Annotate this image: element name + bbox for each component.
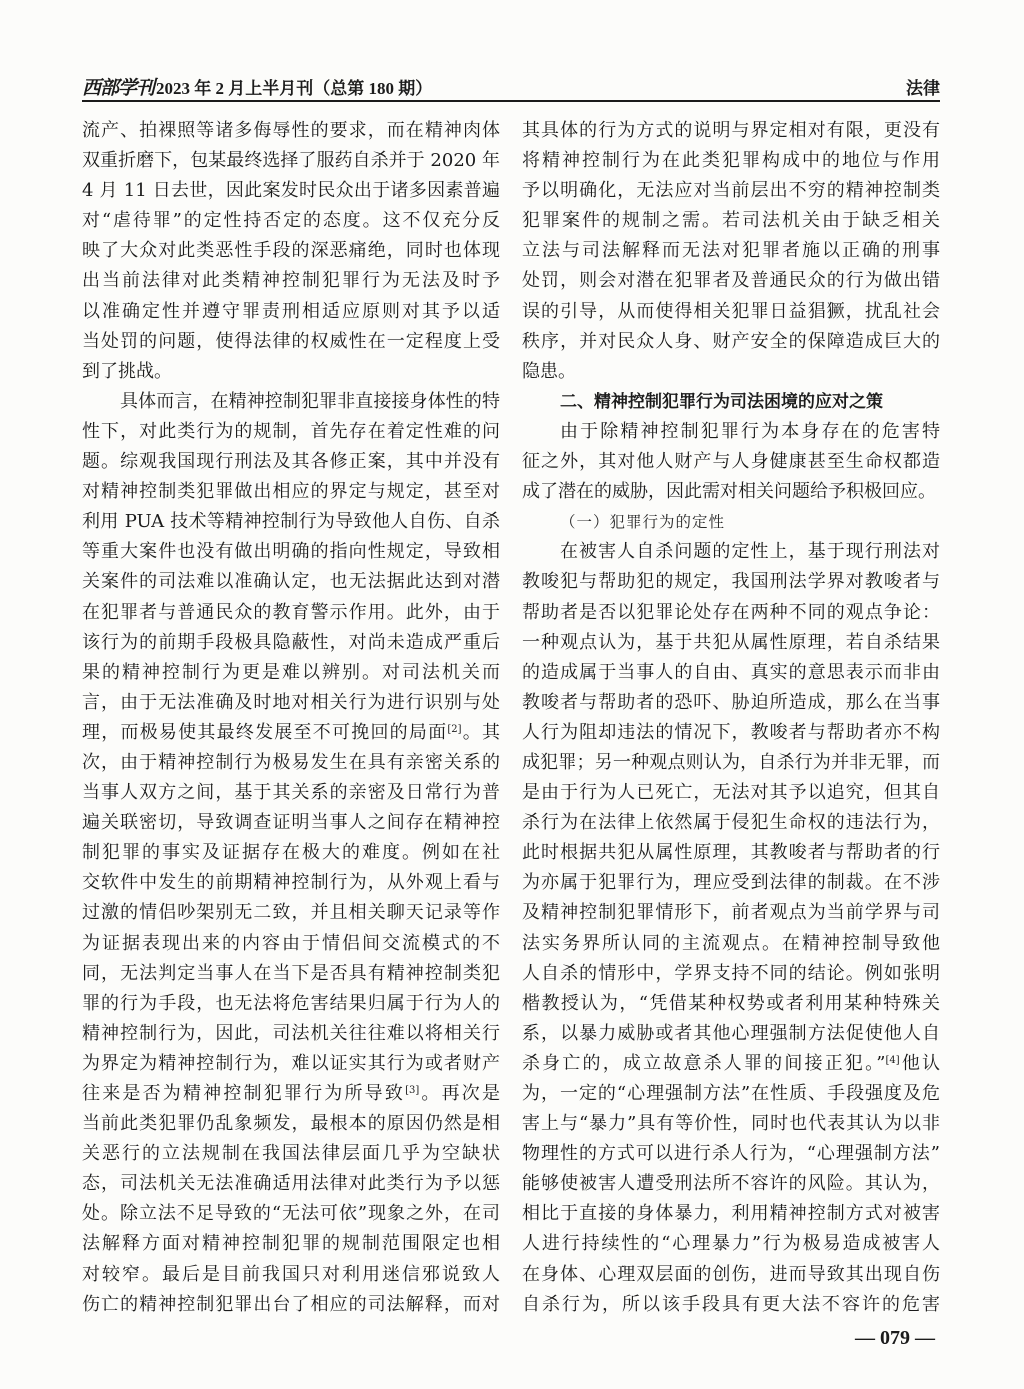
text-line: 当处罚的问题，使得法律的权威性在一定程度上受 bbox=[82, 330, 500, 352]
paragraph bbox=[522, 116, 940, 387]
text-line: 征之外，其对他人财产与人身健康甚至生命权都造 bbox=[522, 451, 940, 473]
text-line: 映了大众对此类恶性手段的深恶痛绝，同时也体现 bbox=[82, 240, 500, 262]
right-column bbox=[522, 116, 940, 1320]
paragraph bbox=[522, 537, 940, 1319]
text-line: 往来是否为精神控制犯罪行为所导致[3]。再次是 bbox=[82, 1083, 500, 1104]
text-line: 次，由于精神控制行为极易发生在具有亲密关系的 bbox=[82, 751, 500, 773]
text-line: 在犯罪者与普通民众的教育警示作用。此外，由于 bbox=[82, 601, 500, 623]
text-line: 同，无法判定当事人在当下是否具有精神控制类犯 bbox=[82, 962, 500, 984]
text-line: 此时根据共犯从属性原理，其教唆者与帮助者的行 bbox=[522, 842, 940, 864]
text-line: 处罚，则会对潜在犯罪者及普通民众的行为做出错 bbox=[522, 270, 940, 292]
text-line: 将精神控制行为在此类犯罪构成中的地位与作用 bbox=[522, 150, 940, 172]
text-line: 具体而言，在精神控制犯罪非直接接身体性的特 bbox=[120, 390, 500, 412]
text-line: 其具体的行为方式的说明与界定相对有限，更没有 bbox=[522, 120, 940, 141]
journal-issue-info bbox=[82, 73, 432, 100]
text-line: 过激的情侣吵架别无二致，并且相关聊天记录等作 bbox=[82, 902, 500, 924]
text-line: 及精神控制犯罪情形下，前者观点为当前学界与司 bbox=[522, 902, 940, 924]
text-line: 教唆者与帮助者的恐吓、胁迫所造成，那么在当事 bbox=[522, 691, 940, 713]
text-line: 为证据表现出来的内容由于情侣间交流模式的不 bbox=[82, 932, 500, 954]
section-label: 法律 bbox=[906, 78, 940, 99]
text-line: 制犯罪的事实及证据存在极大的难度。例如在社 bbox=[82, 842, 500, 864]
text-line: 由于除精神控制犯罪行为本身存在的危害特 bbox=[560, 420, 940, 442]
text-line: 楷教授认为，“凭借某种权势或者利用某种特殊关 bbox=[522, 992, 940, 1014]
text-line: 处。除立法不足导致的“无法可依”现象之外，在司 bbox=[82, 1203, 500, 1225]
text-line: 杀行为在法律上依然属于侵犯生命权的违法行为， bbox=[522, 812, 940, 834]
text-line: 是由于行为人已死亡，无法对其予以追究，但其自 bbox=[522, 782, 940, 804]
text-line: 人进行持续性的“心理暴力”行为极易造成被害人 bbox=[522, 1233, 940, 1255]
text-line: 该行为的前期手段极具隐蔽性，对尚未造成严重后 bbox=[82, 631, 500, 653]
left-column bbox=[82, 116, 500, 1320]
text-line: 等重大案件也没有做出明确的指向性规定，导致相 bbox=[82, 541, 500, 563]
text-line: 为亦属于犯罪行为，理应受到法律的制裁。在不涉 bbox=[522, 872, 940, 894]
text-line: 态，司法机关无法准确适用法律对此类行为予以惩 bbox=[82, 1173, 500, 1195]
text-line: 言，由于无法准确及时地对相关行为进行识别与处 bbox=[82, 691, 500, 713]
text-line: 伤亡的精神控制犯罪出台了相应的司法解释，而对 bbox=[82, 1293, 500, 1315]
paragraph bbox=[522, 417, 940, 507]
text-line: 法实务界所认同的主流观点。在精神控制导致他 bbox=[522, 932, 940, 954]
text-line: 法解释方面对精神控制犯罪的规制范围限定也相 bbox=[82, 1233, 500, 1255]
text-line: 对精神控制类犯罪做出相应的界定与规定，甚至对 bbox=[82, 481, 500, 503]
text-line: 予以明确化，无法应对当前层出不穷的精神控制类 bbox=[522, 180, 940, 202]
text-line: 对“虐待罪”的定性持否定的态度。这不仅充分反 bbox=[82, 210, 500, 232]
subsection-heading bbox=[522, 507, 940, 537]
text-line: 误的引导，从而使得相关犯罪日益猖獗，扰乱社会 bbox=[522, 300, 940, 322]
text-line: 到了挑战。 bbox=[82, 360, 172, 382]
text-line: 利用 PUA 技术等精神控制行为导致他人自伤、自杀 bbox=[82, 511, 500, 533]
text-line: 秩序，并对民众人身、财产安全的保障造成巨大的 bbox=[522, 330, 940, 352]
paragraph bbox=[82, 387, 500, 1320]
paragraph bbox=[82, 116, 500, 387]
text-line: 遍关联密切，导致调查证明当事人之间存在精神控 bbox=[82, 812, 500, 834]
text-line: 流产、拍裸照等诸多侮辱性的要求，而在精神肉体 bbox=[82, 120, 500, 141]
text-line: 当前此类犯罪仍乱象频发，最根本的原因仍然是相 bbox=[82, 1113, 500, 1135]
text-line: 双重折磨下，包某最终选择了服药自杀并于 2020 年 bbox=[82, 150, 500, 172]
running-header bbox=[82, 72, 940, 100]
text-line: 杀身亡的，成立故意杀人罪的间接正犯。”[4]他认 bbox=[522, 1052, 941, 1074]
text-line: 相比于直接的身体暴力，利用精神控制方式对被害 bbox=[522, 1203, 940, 1225]
text-line: 罪的行为手段，也无法将危害结果归属于行为人的 bbox=[82, 992, 500, 1014]
text-line: 以准确定性并遵守罪责刑相适应原则对其予以适 bbox=[82, 300, 500, 322]
text-line: 交软件中发生的前期精神控制行为，从外观上看与 bbox=[82, 872, 500, 894]
text-line: 帮助者是否以犯罪论处存在两种不同的观点争论： bbox=[522, 601, 940, 623]
citation-ref: [4] bbox=[885, 1054, 900, 1066]
citation-ref: [2] bbox=[447, 723, 462, 735]
text-line: 果的精神控制行为更是难以辨别。对司法机关而 bbox=[82, 661, 500, 683]
text-line: 一种观点认为，基于共犯从属性原理，若自杀结果 bbox=[522, 631, 940, 653]
text-line: 成犯罪；另一种观点则认为，自杀行为并非无罪，而 bbox=[522, 751, 940, 773]
issue-info: 2023 年 2 月上半月刊（总第 180 期） bbox=[156, 78, 433, 98]
text-line: 立法与司法解释而无法对犯罪者施以正确的刑事 bbox=[522, 240, 940, 262]
text-line: 人自杀的情形中，学界支持不同的结论。例如张明 bbox=[522, 962, 940, 984]
text-line: 关案件的司法难以准确认定，也无法据此达到对潜 bbox=[82, 571, 500, 593]
text-line: 性下，对此类行为的规制，首先存在着定性难的问 bbox=[82, 420, 500, 442]
text-line: 的造成属于当事人的自由、真实的意思表示而非由 bbox=[522, 661, 940, 683]
text-line: 为界定为精神控制行为，难以证实其行为或者财产 bbox=[82, 1052, 500, 1074]
text-line: 人行为阻却违法的情况下，教唆者与帮助者亦不构 bbox=[522, 721, 940, 743]
header-rule bbox=[82, 100, 940, 102]
text-line: 二、精神控制犯罪行为司法困境的应对之策 bbox=[560, 391, 883, 412]
text-line: 对较窄。最后是目前我国只对利用迷信邪说致人 bbox=[82, 1263, 500, 1285]
citation-ref: [3] bbox=[405, 1085, 420, 1096]
text-line: 成了潜在的威胁，因此需对相关问题给予积极回应。 bbox=[522, 481, 936, 503]
text-line: 在身体、心理双层面的创伤，进而导致其出现自伤 bbox=[522, 1263, 940, 1285]
text-line: 当事人双方之间，基于其关系的亲密及日常行为普 bbox=[82, 782, 500, 804]
journal-logo: 西部学刊 bbox=[82, 76, 155, 99]
text-line: （一）犯罪行为的定性 bbox=[560, 513, 726, 532]
text-line: 出当前法律对此类精神控制犯罪行为无法及时予 bbox=[82, 270, 500, 292]
text-line: 隐患。 bbox=[522, 360, 576, 382]
text-line: 在被害人自杀问题的定性上，基于现行刑法对 bbox=[560, 541, 940, 563]
text-line: 为，一定的“心理强制方法”在性质、手段强度及危 bbox=[522, 1083, 940, 1104]
text-line: 4 月 11 日去世，因此案发时民众出于诸多因素普遍 bbox=[82, 180, 500, 202]
text-line: 题。综观我国现行刑法及其各修正案，其中并没有 bbox=[82, 451, 500, 473]
text-line: 关恶行的立法规制在我国法律层面几乎为空缺状 bbox=[82, 1143, 500, 1165]
text-line: 教唆犯与帮助犯的规定，我国刑法学界对教唆者与 bbox=[522, 571, 940, 593]
text-line: 能够使被害人遭受刑法所不容许的风险。其认为， bbox=[522, 1173, 940, 1195]
page-number: — 079 — bbox=[855, 1327, 935, 1349]
text-line: 自杀行为，所以该手段具有更大法不容许的危害 bbox=[522, 1293, 940, 1315]
section-heading bbox=[522, 387, 940, 417]
text-line: 理，而极易使其最终发展至不可挽回的局面[2]。其 bbox=[82, 721, 501, 743]
text-line: 犯罪案件的规制之需。若司法机关由于缺乏相关 bbox=[522, 210, 940, 232]
text-line: 精神控制行为，因此，司法机关往往难以将相关行 bbox=[82, 1022, 500, 1044]
text-line: 物理性的方式可以进行杀人行为，“心理强制方法” bbox=[522, 1143, 940, 1165]
text-line: 系，以暴力威胁或者其他心理强制方法促使他人自 bbox=[522, 1022, 940, 1044]
text-line: 害上与“暴力”具有等价性，同时也代表其认为以非 bbox=[522, 1113, 940, 1135]
